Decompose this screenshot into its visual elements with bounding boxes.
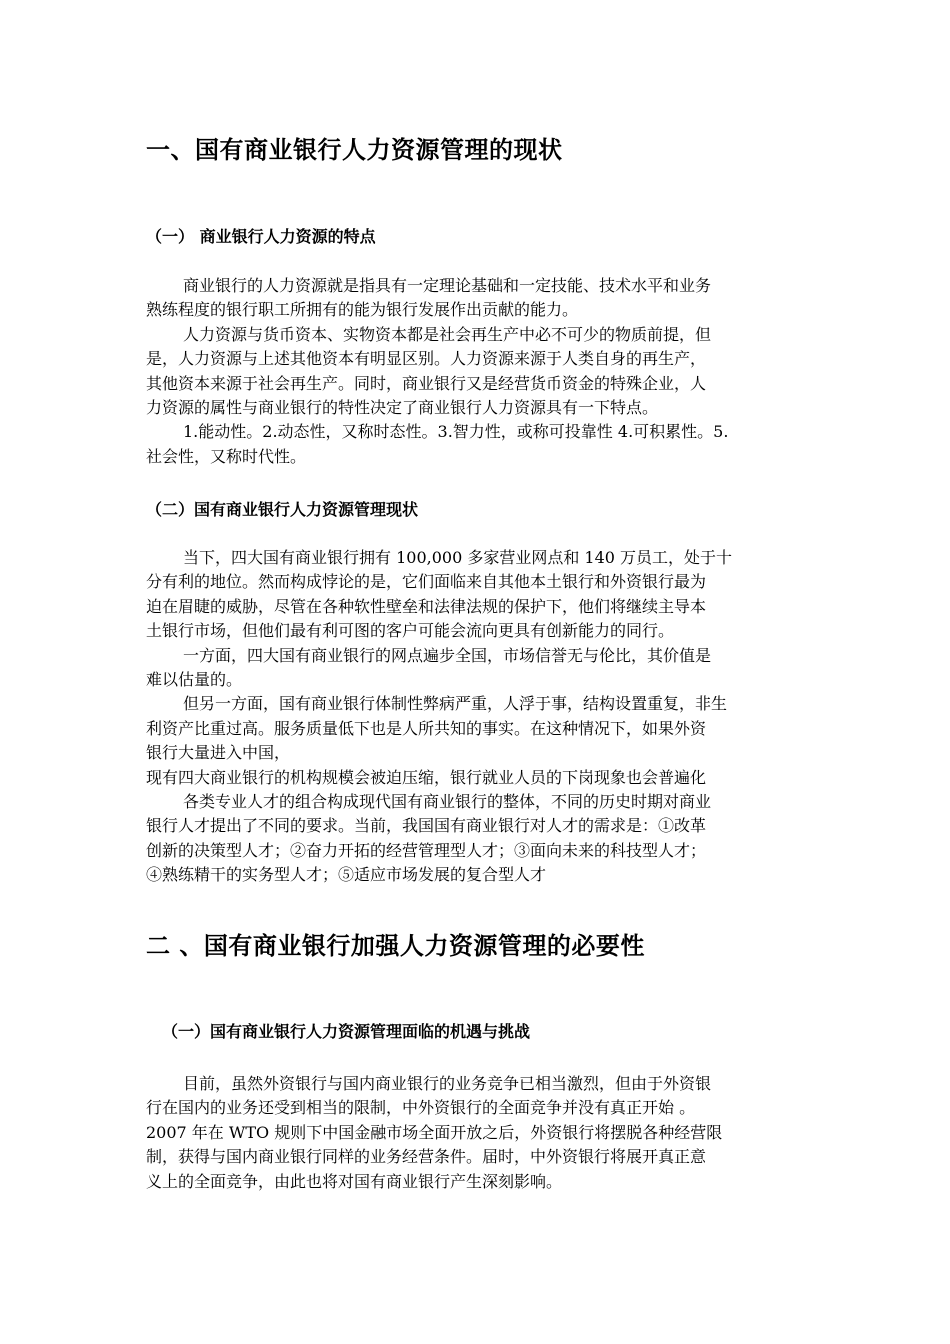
subsection-heading: （一）国有商业银行人力资源管理面临的机遇与挑战 (162, 1022, 531, 1041)
text-line: 现有四大商业银行的机构规模会被迫压缩，银行就业人员的下岗现象也会普遍化 (146, 767, 707, 787)
text-line: 义上的全面竞争，由此也将对国有商业银行产生深刻影响。 (146, 1171, 563, 1191)
paragraph-block (146, 274, 810, 469)
text-line: 创新的决策型人才；②奋力开拓的经营管理型人才；③面向未来的科技型人才； (146, 840, 707, 860)
text-line: 分有利的地位。然而构成悖论的是，它们面临来自其他本土银行和外资银行最为 (146, 572, 707, 592)
text-line: 当下，四大国有商业银行拥有 100,000 多家营业网点和 140 万员工，处于十 (183, 548, 733, 567)
subsection-heading: （二）国有商业银行人力资源管理现状 (146, 500, 419, 519)
paragraph-block (146, 546, 810, 888)
text-line: 行在国内的业务还受到相当的限制，中外资银行的全面竞争并没有真正开始 。 (146, 1098, 696, 1118)
section-heading: 一、国有商业银行人力资源管理的现状 (146, 136, 563, 164)
text-line: 各类专业人才的组合构成现代国有商业银行的整体，不同的历史时期对商业 (183, 792, 712, 812)
text-line: 其他资本来源于社会再生产。同时，商业银行又是经营货币资金的特殊企业，人 (146, 373, 707, 393)
text-line: 制，获得与国内商业银行同样的业务经营条件。届时，中外资银行将展开真正意 (146, 1147, 707, 1167)
text-line: 银行人才提出了不同的要求。当前，我国国有商业银行对人才的需求是：①改革 (146, 816, 707, 836)
text-line: 难以估量的。 (146, 670, 243, 690)
text-line: 土银行市场，但他们最有利可图的客户可能会流向更具有创新能力的同行。 (146, 621, 675, 641)
subsection-heading: （一） 商业银行人力资源的特点 (146, 227, 376, 246)
text-line: ④熟练精干的实务型人才；⑤适应市场发展的复合型人才 (146, 865, 547, 885)
text-line: 银行大量进入中国， (146, 743, 291, 763)
text-line: 熟练程度的银行职工所拥有的能为银行发展作出贡献的能力。 (146, 300, 579, 320)
text-line: 社会性，又称时代性。 (146, 446, 307, 466)
text-line: 力资源的属性与商业银行的特性决定了商业银行人力资源具有一下特点。 (146, 398, 659, 418)
section-heading: 二 、国有商业银行加强人力资源管理的必要性 (146, 932, 645, 960)
text-line: 目前，虽然外资银行与国内商业银行的业务竞争已相当激烈，但由于外资银 (183, 1074, 712, 1093)
text-line: 迫在眉睫的威胁，尽管在各种软性壁垒和法律法规的保护下，他们将继续主导本 (146, 596, 707, 616)
text-line: 1.能动性。2.动态性，又称时态性。3.智力性，或称可投靠性 4.可积累性。5. (183, 422, 729, 442)
paragraph-block (146, 1072, 810, 1194)
text-line: 2007 年在 WTO 规则下中国金融市场全面开放之后，外资银行将摆脱各种经营限 (146, 1122, 723, 1142)
text-line: 商业银行的人力资源就是指具有一定理论基础和一定技能、技术水平和业务 (183, 276, 712, 295)
text-line: 人力资源与货币资本、实物资本都是社会再生产中必不可少的物质前提，但 (183, 324, 712, 344)
text-line: 利资产比重过高。服务质量低下也是人所共知的事实。在这种情况下，如果外资 (146, 718, 707, 738)
text-line: 一方面，四大国有商业银行的网点遍步全国，市场信誉无与伦比，其价值是 (183, 645, 712, 665)
text-line: 是，人力资源与上述其他资本有明显区别。人力资源来源于人类自身的再生产， (146, 349, 707, 369)
text-line: 但另一方面，国有商业银行体制性弊病严重，人浮于事，结构设置重复，非生 (183, 694, 728, 714)
